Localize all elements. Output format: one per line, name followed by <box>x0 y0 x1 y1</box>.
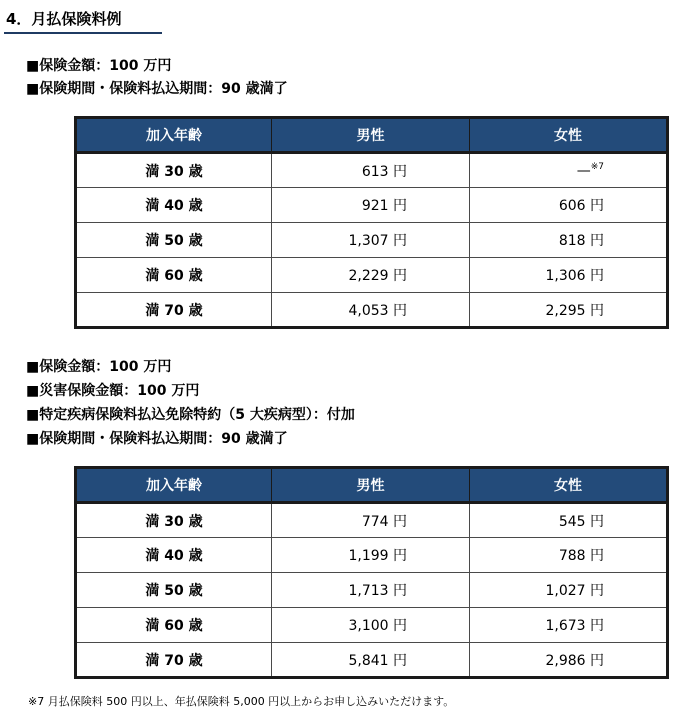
female-premium: 545 円 <box>470 503 668 538</box>
female-premium: 2,986 円 <box>470 643 668 678</box>
section-title: 4．月払保険料例 <box>4 6 162 34</box>
age-cell: 満 30 歳 <box>76 503 272 538</box>
table-row <box>76 573 668 608</box>
table-header-row <box>76 118 668 153</box>
age-cell: 満 50 歳 <box>76 573 272 608</box>
table-row <box>76 153 668 188</box>
table-row <box>76 293 668 328</box>
age-cell: 満 50 歳 <box>76 223 272 258</box>
male-premium: 1,199 円 <box>272 538 470 573</box>
header-male: 男性 <box>272 118 470 153</box>
table-row <box>76 503 668 538</box>
condition-line: ■特定疾病保険料払込免除特約（5 大疾病型）：付加 <box>26 407 355 423</box>
age-cell: 満 40 歳 <box>76 188 272 223</box>
header-male: 男性 <box>272 468 470 503</box>
age-cell: 満 70 歳 <box>76 293 272 328</box>
header-female: 女性 <box>470 468 668 503</box>
table-row <box>76 643 668 678</box>
male-premium: 921 円 <box>272 188 470 223</box>
table-row <box>76 188 668 223</box>
female-premium: 1,027 円 <box>470 573 668 608</box>
table-row <box>76 223 668 258</box>
male-premium: 1,307 円 <box>272 223 470 258</box>
age-cell: 満 60 歳 <box>76 608 272 643</box>
not-available-dash: — <box>576 162 591 179</box>
age-cell: 満 70 歳 <box>76 643 272 678</box>
male-premium: 774 円 <box>272 503 470 538</box>
condition-line: ■災害保険金額：100 万円 <box>26 383 200 399</box>
female-premium: 1,306 円 <box>470 258 668 293</box>
male-premium: 5,841 円 <box>272 643 470 678</box>
table-row <box>76 608 668 643</box>
condition-line: ■保険金額：100 万円 <box>26 359 172 375</box>
male-premium: 4,053 円 <box>272 293 470 328</box>
female-premium: 1,673 円 <box>470 608 668 643</box>
table-row <box>76 538 668 573</box>
male-premium: 613 円 <box>272 153 470 188</box>
header-age: 加入年齢 <box>76 118 272 153</box>
female-premium: 2,295 円 <box>470 293 668 328</box>
condition-line: ■保険期間・保険料払込期間：90 歳満了 <box>26 431 288 447</box>
female-premium: 606 円 <box>470 188 668 223</box>
male-premium: 1,713 円 <box>272 573 470 608</box>
table-row <box>76 258 668 293</box>
female-premium: 818 円 <box>470 223 668 258</box>
age-cell: 満 30 歳 <box>76 153 272 188</box>
female-premium <box>470 153 668 188</box>
conditions-example-1 <box>26 55 288 101</box>
age-cell: 満 40 歳 <box>76 538 272 573</box>
female-premium: 788 円 <box>470 538 668 573</box>
conditions-example-2 <box>26 355 355 451</box>
table-header-row <box>76 468 668 503</box>
header-female: 女性 <box>470 118 668 153</box>
male-premium: 2,229 円 <box>272 258 470 293</box>
header-age: 加入年齢 <box>76 468 272 503</box>
age-cell: 満 60 歳 <box>76 258 272 293</box>
premium-table-2 <box>74 466 669 679</box>
premium-table-1 <box>74 116 669 329</box>
condition-line: ■保険金額：100 万円 <box>26 58 172 74</box>
male-premium: 3,100 円 <box>272 608 470 643</box>
condition-line: ■保険期間・保険料払込期間：90 歳満了 <box>26 81 288 97</box>
footnote-ref: ※7 <box>590 161 604 172</box>
footnote: ※7 月払保険料 500 円以上、年払保険料 5,000 円以上からお申し込みいただけます。 <box>28 695 455 708</box>
